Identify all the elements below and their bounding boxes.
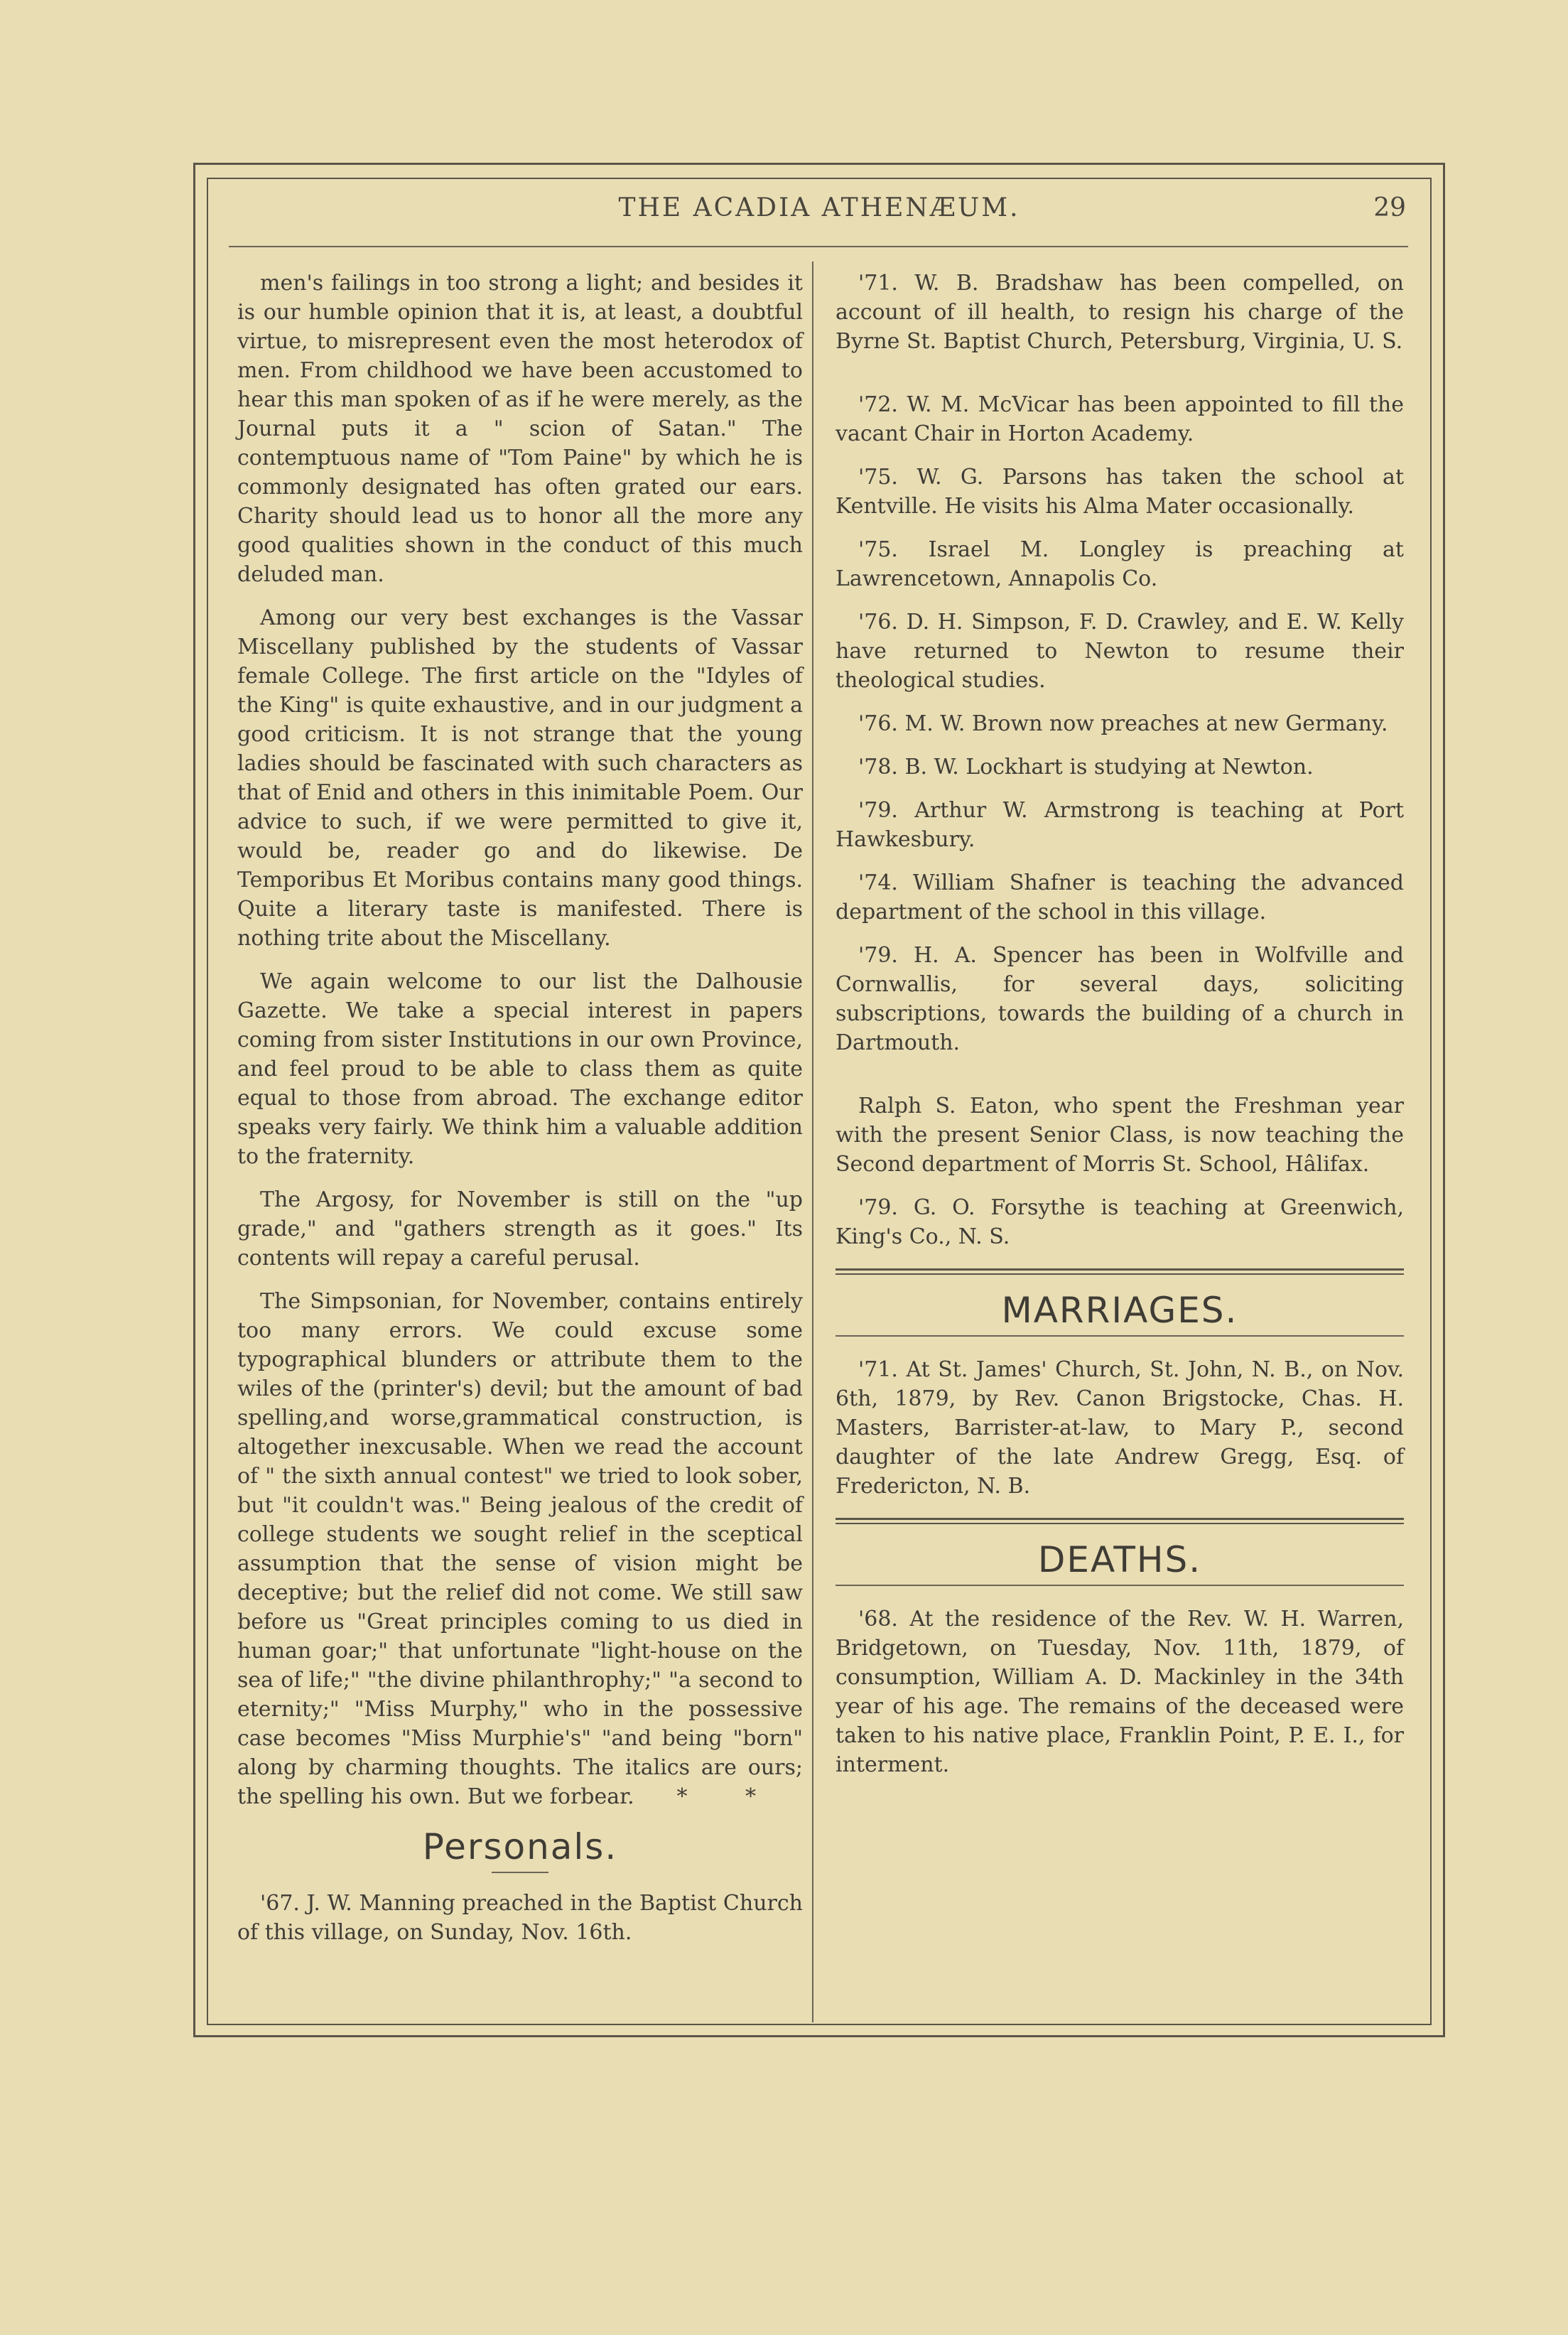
marriage-entry: '71. At St. James' Church, St. John, N. B., on Nov. 6th, 1879, by Rev. Canon Brigstocke, Chas. H. Masters, Barrister-at-law, to Mary P., second daughter of the late Andrew Gregg, Esq. of Fredericton, N. B. [836, 1357, 1404, 1499]
personal-entry: '79. H. A. Spencer has been in Wolfville and Cornwallis, for several days, soliciting subscriptions, towards the building of a church in Dartmouth. [836, 943, 1404, 1055]
section-rule [836, 1585, 1404, 1586]
personal-entry: '76. D. H. Simpson, F. D. Crawley, and E. W. Kelly have returned to Newton to resume their theological studies. [836, 610, 1404, 693]
death-entry: '68. At the residence of the Rev. W. H. Warren, Bridgetown, on Tuesday, Nov. 11th, 1879, of consumption, William A. D. Mackinley in the 34th year of his age. The remains of the deceased were taken to his native place, Franklin Point, P. E. I., for interment. [836, 1607, 1404, 1777]
left-column [237, 269, 803, 1961]
personal-entry: '78. B. W. Lockhart is studying at Newton. [858, 755, 1314, 780]
marriages-heading: MARRIAGES. [1001, 1290, 1238, 1331]
header-rule [229, 246, 1408, 247]
section-rule [836, 1335, 1404, 1337]
personal-entry: '79. Arthur W. Armstrong is teaching at Port Hawkesbury. [836, 798, 1404, 852]
personal-entry: '75. W. G. Parsons has taken the school at Kentville. He visits his Alma Mater occasionally. [836, 465, 1404, 519]
personal-entry: '67. J. W. Manning preached in the Baptist Church of this village, on Sunday, Nov. 16th. [237, 1891, 803, 1945]
paragraph: We again welcome to our list the Dalhousie Gazette. We take a special interest in papers coming from sister Institutions in our own Province, and feel proud to be able to class them as quite equal to those from abroad. The exchange editor speaks very fairly. We think him a valuable addition to the fraternity. [237, 969, 803, 1169]
short-rule [492, 1872, 548, 1873]
personals-heading: Personals. [422, 1826, 618, 1867]
personal-entry: '79. G. O. Forsythe is teaching at Greenwich, King's Co., N. S. [836, 1195, 1404, 1249]
right-column [836, 269, 1404, 1794]
paragraph: The Argosy, for November is still on the "up grade," and "gathers strength as it goes." Its contents will repay a careful perusal. [237, 1187, 803, 1271]
paragraph: Among our very best exchanges is the Vassar Miscellany published by the students of Vassar female College. The first article on the "Idyles of the King" is quite exhaustive, and in our judgment a good criticism. It is not strange that the young ladies should be fascinated with such characters as that of Enid and others in this inimitable Poem. Our advice to such, if we were permitted to give it, would be, reader go and do likewise. De Temporibus Et Moribus contains many good things. Quite a literary taste is manifested. There is nothing trite about the Miscellany. [237, 605, 803, 951]
personal-entry: '76. M. W. Brown now preaches at new Germany. [858, 711, 1388, 736]
page-header [207, 190, 1432, 233]
publication-title: THE ACADIA ATHENÆUM. [618, 193, 1020, 222]
page-number: 29 [1373, 193, 1406, 222]
paragraph: The Simpsonian, for November, contains entirely too many errors. We could excuse some typographical blunders or attribute them to the wiles of the (printer's) devil; but the amount of bad spelling,and worse,grammatical construction, is altogether inexcusable. When we read the account of " the sixth annual contest" we tried to look sober, but "it couldn't was." Being jealous of the credit of college students we sought relief in the sceptical assumption that the sense of vision might be deceptive; but the relief did not come. We still saw before us "Great principles coming to us died in human goar;" that unfortunate "light-house on the sea of life;" "the divine philanthrophy;" "a second to eternity;" "Miss Murphy," who in the possessive case becomes "Miss Murphie's" "and being "born" along by charming thoughts. The italics are ours; the spelling his own. But we forbear. [237, 1289, 803, 1809]
paragraph: men's failings in too strong a light; and besides it is our humble opinion that it is, at least, a doubtful virtue, to misrepresent even the most heterodox of men. From childhood we have been accustomed to hear this man spoken of as if he were merely, as the Journal puts it a " scion of Satan." The contemptuous name of "Tom Paine" by which he is commonly designated has often grated our ears. Charity should lead us to honor all the more any good qualities shown in the conduct of this much deluded man. [237, 271, 803, 587]
column-divider [812, 261, 813, 2022]
personal-entry: '74. William Shafner is teaching the advanced department of the school in this village. [836, 870, 1404, 924]
section-double-rule [836, 1268, 1404, 1275]
section-stars: * * [676, 1784, 782, 1809]
personal-entry: '72. W. M. McVicar has been appointed to fill the vacant Chair in Horton Academy. [836, 392, 1404, 446]
personal-entry: Ralph S. Eaton, who spent the Freshman year with the present Senior Class, is now teaching the Second department of Morris St. School, Hâlifax. [836, 1094, 1404, 1177]
personal-entry: '75. Israel M. Longley is preaching at Lawrencetown, Annapolis Co. [836, 537, 1404, 591]
section-double-rule [836, 1518, 1404, 1524]
deaths-heading: DEATHS. [1037, 1539, 1202, 1580]
personal-entry: '71. W. B. Bradshaw has been compelled, on account of ill health, to resign his charge of the Byrne St. Baptist Church, Petersburg, Virginia, U. S. [836, 271, 1404, 354]
